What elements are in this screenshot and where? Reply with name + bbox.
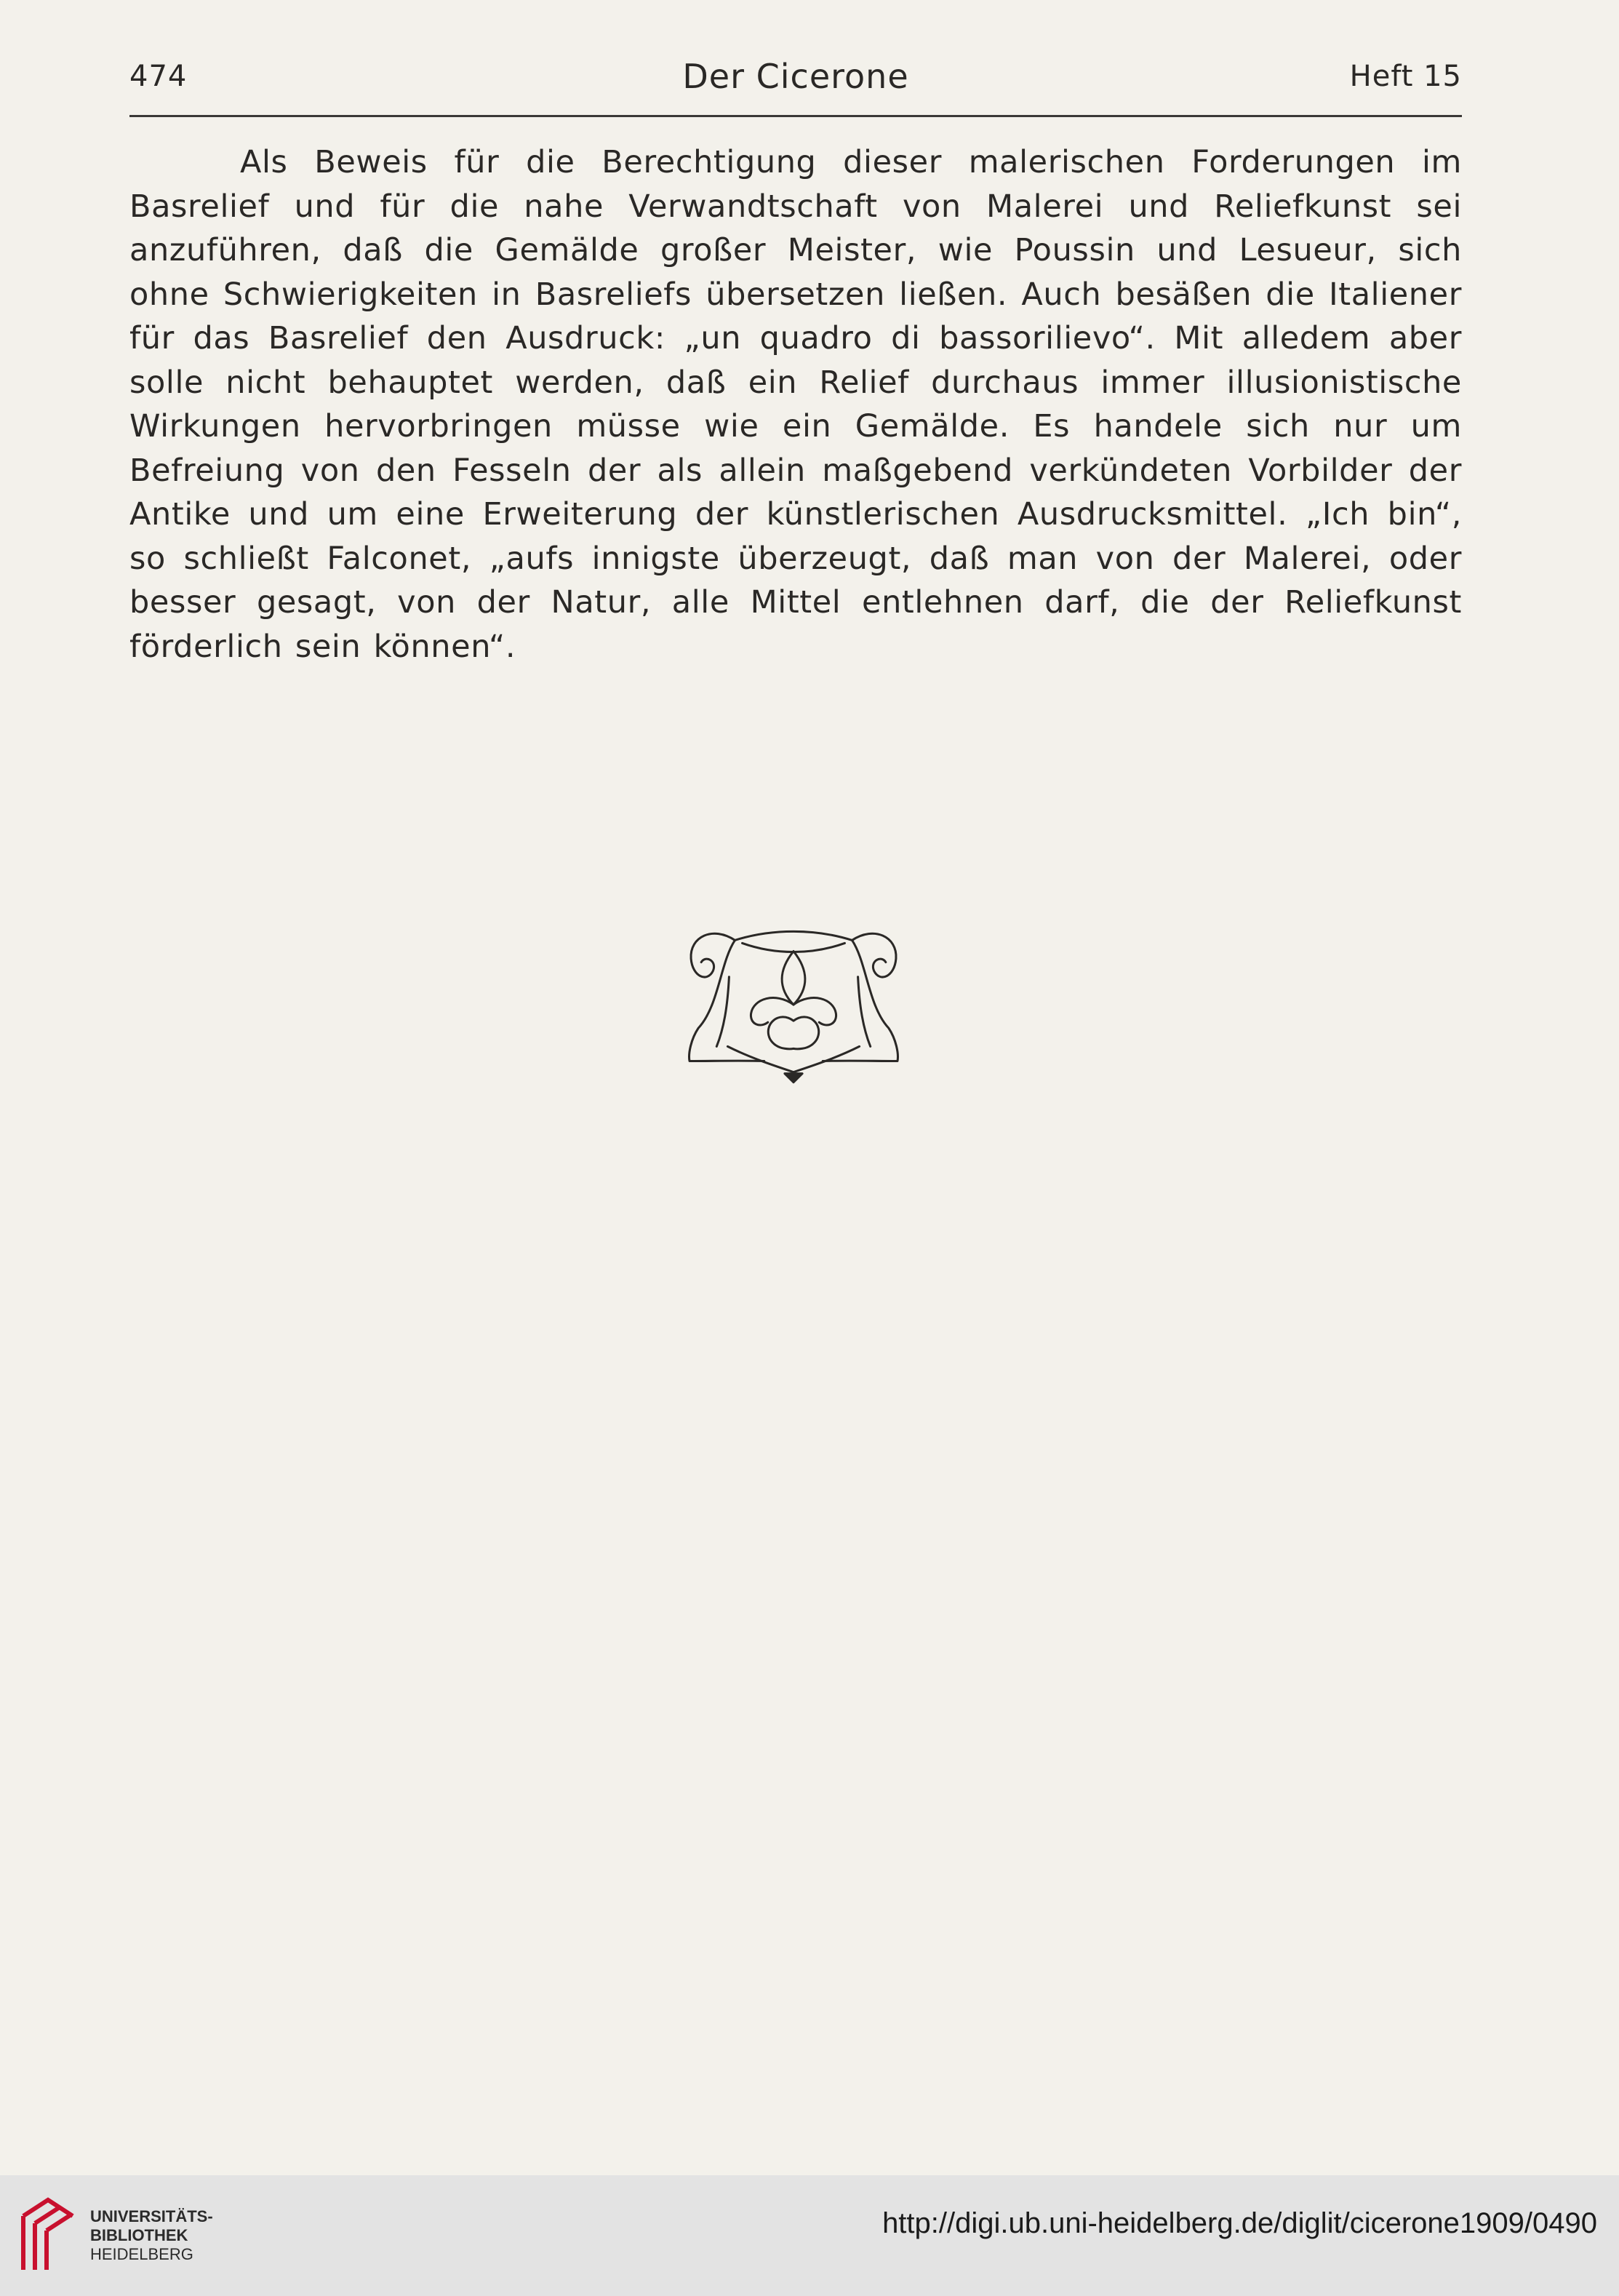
- art-nouveau-vignette-icon: [684, 918, 903, 1087]
- page-header: [129, 57, 1462, 103]
- source-url[interactable]: http://digi.ub.uni-heidelberg.de/diglit/cicerone1909/0490: [882, 2207, 1597, 2239]
- issue-label: Heft 15: [1349, 60, 1462, 93]
- library-name-line1: UNIVERSITÄTS-: [90, 2207, 213, 2225]
- library-name: [90, 2207, 213, 2264]
- library-logo-icon: [16, 2194, 80, 2276]
- footer-bar: [0, 2175, 1619, 2296]
- library-name-line3: HEIDELBERG: [90, 2245, 193, 2263]
- header-rule: [129, 115, 1462, 117]
- page-number: 474: [129, 60, 188, 93]
- library-name-line2: BIBLIOTHEK: [90, 2226, 188, 2244]
- running-title: Der Cicerone: [682, 57, 909, 96]
- body-paragraph: Als Beweis für die Berechtigung dieser malerischen Forderungen im Basrelief und für die nahe Verwandtschaft von Malerei und Reliefkunst sei anzuführen, daß die Gemälde großer Meister, wie Poussin und Lesueur, sich ohne Schwierigkeiten in Basreliefs übersetzen ließen. Auch besäßen die Italiener für das Basrelief den Ausdruck: „un quadro di bassorilievo“. Mit alledem aber solle nicht behauptet werden, daß ein Relief durchaus immer illusionistische Wirkungen hervorbringen müsse wie ein Gemälde. Es handele sich nur um Befreiung von den Fesseln der als allein maßgebend verkündeten Vorbilder der Antike und um eine Erweiterung der künstlerischen Ausdrucksmittel. „Ich bin“, so schließt Falconet, „aufs innigste überzeugt, daß man von der Malerei, oder besser gesagt, von der Natur, alle Mittel entlehnen darf, die der Reliefkunst förderlich sein können“.: [129, 144, 1462, 665]
